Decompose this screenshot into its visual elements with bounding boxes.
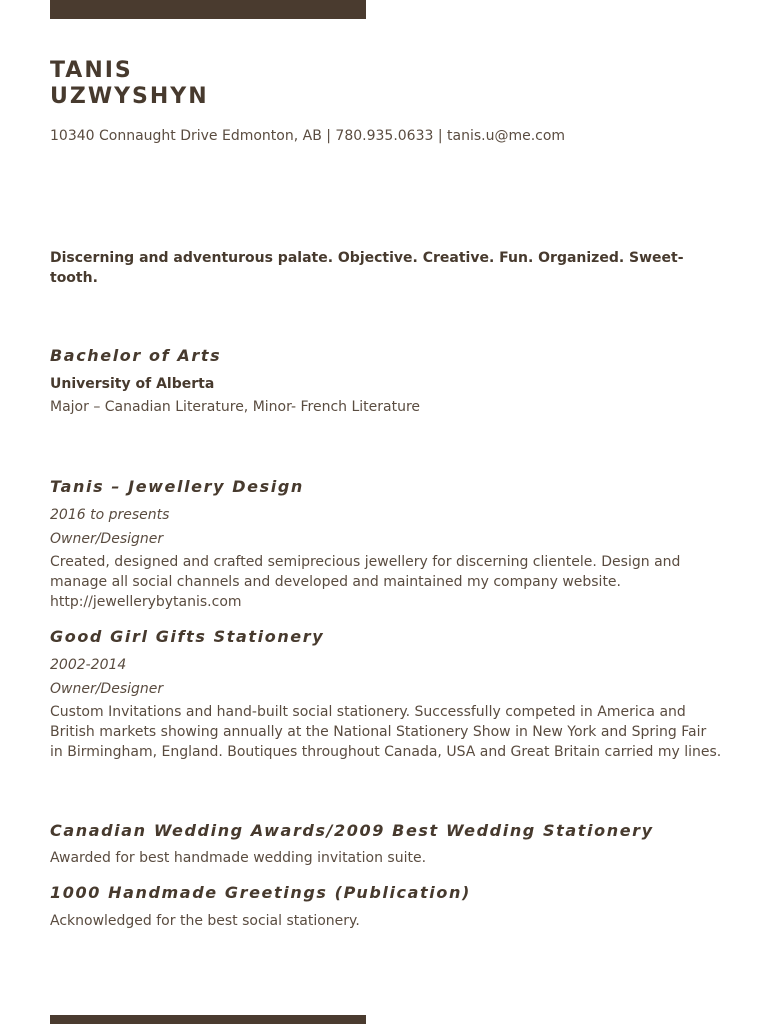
candidate-name [50,58,209,110]
name-first: TANIS [50,58,133,83]
name-last: UZWYSHYN [50,84,209,109]
experience-title: Tanis – Jewellery Design [50,477,304,496]
contact-info: 10340 Connaught Drive Edmonton, AB | 780.935.0633 | tanis.u@me.com [50,128,566,144]
experience-description: Custom Invitations and hand-built social stationery. Successfully competed in America and British markets showing annually at the National Stationery Show in New York and Spring Fair in Birmingham, England. Boutiques throughout Canada, USA and Great Britain carried my lines. [50,704,722,760]
experience-dates: 2002-2014 [50,657,127,673]
experience-title: Good Girl Gifts Stationery [50,627,325,646]
education-details: Major – Canadian Literature, Minor- French Literature [50,399,421,415]
experience-dates: 2016 to presents [50,507,170,523]
award-title: Canadian Wedding Awards/2009 Best Wedding Stationery [50,821,654,840]
experience-role: Owner/Designer [50,531,164,547]
top-accent-bar [50,0,366,19]
profile-summary: Discerning and adventurous palate. Objective. Creative. Fun. Organized. Sweet-tooth. [50,250,684,286]
experience-description: Created, designed and crafted semiprecious jewellery for discerning clientele. Design and manage all social channels and developed and maintained my company website. http://jewellerybytanis.com [50,554,681,610]
experience-role: Owner/Designer [50,681,164,697]
award-description: Acknowledged for the best social stationery. [50,913,360,929]
award-description: Awarded for best handmade wedding invitation suite. [50,850,427,866]
bottom-accent-bar [50,1015,366,1024]
education-degree: Bachelor of Arts [50,346,222,365]
education-school: University of Alberta [50,376,215,392]
award-title: 1000 Handmade Greetings (Publication) [50,883,471,902]
